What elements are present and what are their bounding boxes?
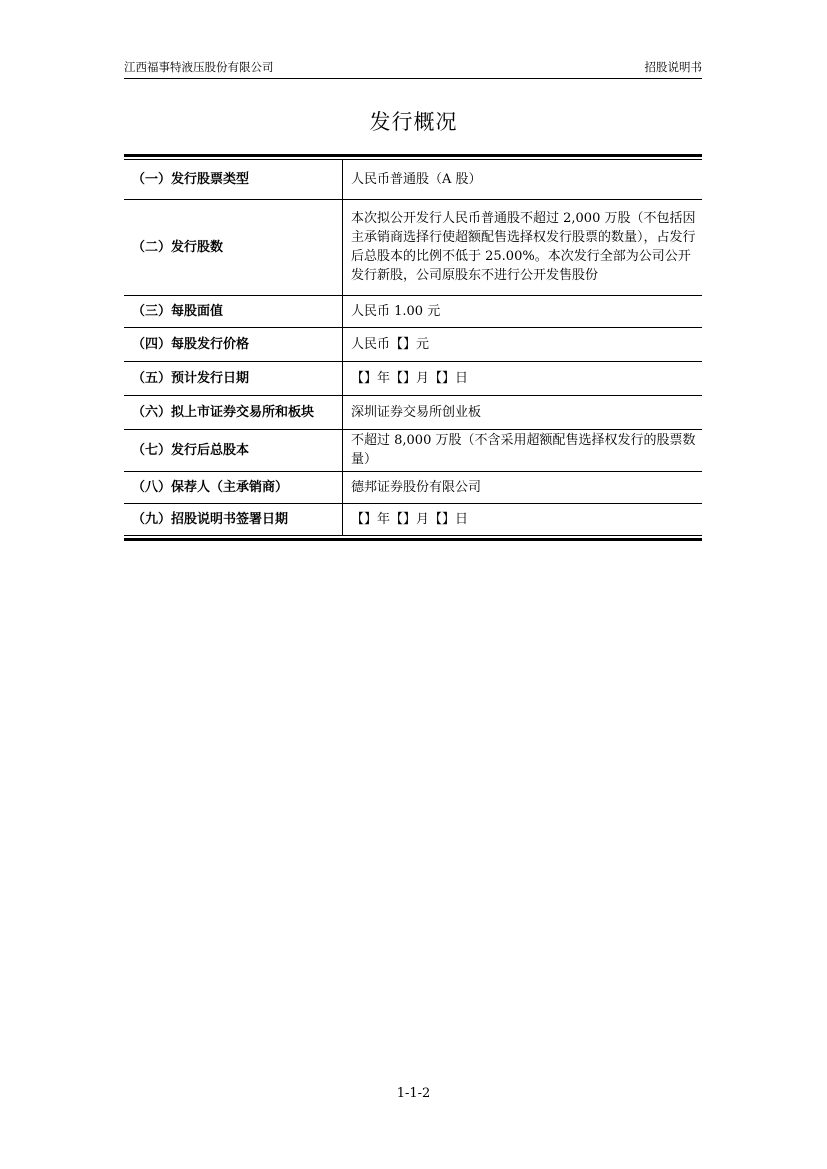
row-value: 人民币【】元 (343, 327, 703, 361)
row-value: 深圳证券交易所创业板 (343, 395, 703, 429)
row-label: （一）发行股票类型 (124, 160, 343, 199)
row-value: 【】年【】月【】日 (343, 361, 703, 395)
table-row (124, 395, 702, 429)
row-label: （五）预计发行日期 (124, 361, 343, 395)
offering-overview-table (124, 154, 702, 541)
row-value: 人民币 1.00 元 (343, 295, 703, 327)
table-row (124, 160, 702, 199)
header-company-name: 江西福事特液压股份有限公司 (124, 60, 274, 74)
table-row (124, 327, 702, 361)
table-row (124, 295, 702, 327)
table-row (124, 503, 702, 535)
row-label: （七）发行后总股本 (124, 429, 343, 471)
row-value: 不超过 8,000 万股（不含采用超额配售选择权发行的股票数量） (343, 429, 703, 471)
overview-table-body (124, 160, 702, 535)
row-value: 【】年【】月【】日 (351, 511, 469, 527)
row-value: 人民币普通股（A 股） (343, 160, 703, 199)
row-label: （二）发行股数 (124, 199, 343, 295)
row-label: （九）招股说明书签署日期 (124, 503, 343, 535)
row-label: （六）拟上市证券交易所和板块 (124, 395, 343, 429)
row-label: （四）每股发行价格 (124, 327, 343, 361)
row-value: 本次拟公开发行人民币普通股不超过 2,000 万股（不包括因主承销商选择行使超额配售选择权发行股票的数量），占发行后总股本的比例不低于 25.00%。本次发行全部为公司公开发行新股，公司原股东不进行公开发售股份 (343, 199, 703, 295)
row-value: 德邦证券股份有限公司 (343, 471, 703, 503)
page-header (124, 58, 702, 79)
table-row (124, 429, 702, 471)
header-document-type: 招股说明书 (644, 60, 702, 74)
row-label: （三）每股面值 (124, 295, 343, 327)
row-label: （八）保荐人（主承销商） (124, 471, 343, 503)
page-title: 发行概况 (369, 110, 458, 134)
table-row (124, 199, 702, 295)
page-number: 1-1-2 (396, 1086, 431, 1101)
table-row (124, 361, 702, 395)
table-row (124, 471, 702, 503)
